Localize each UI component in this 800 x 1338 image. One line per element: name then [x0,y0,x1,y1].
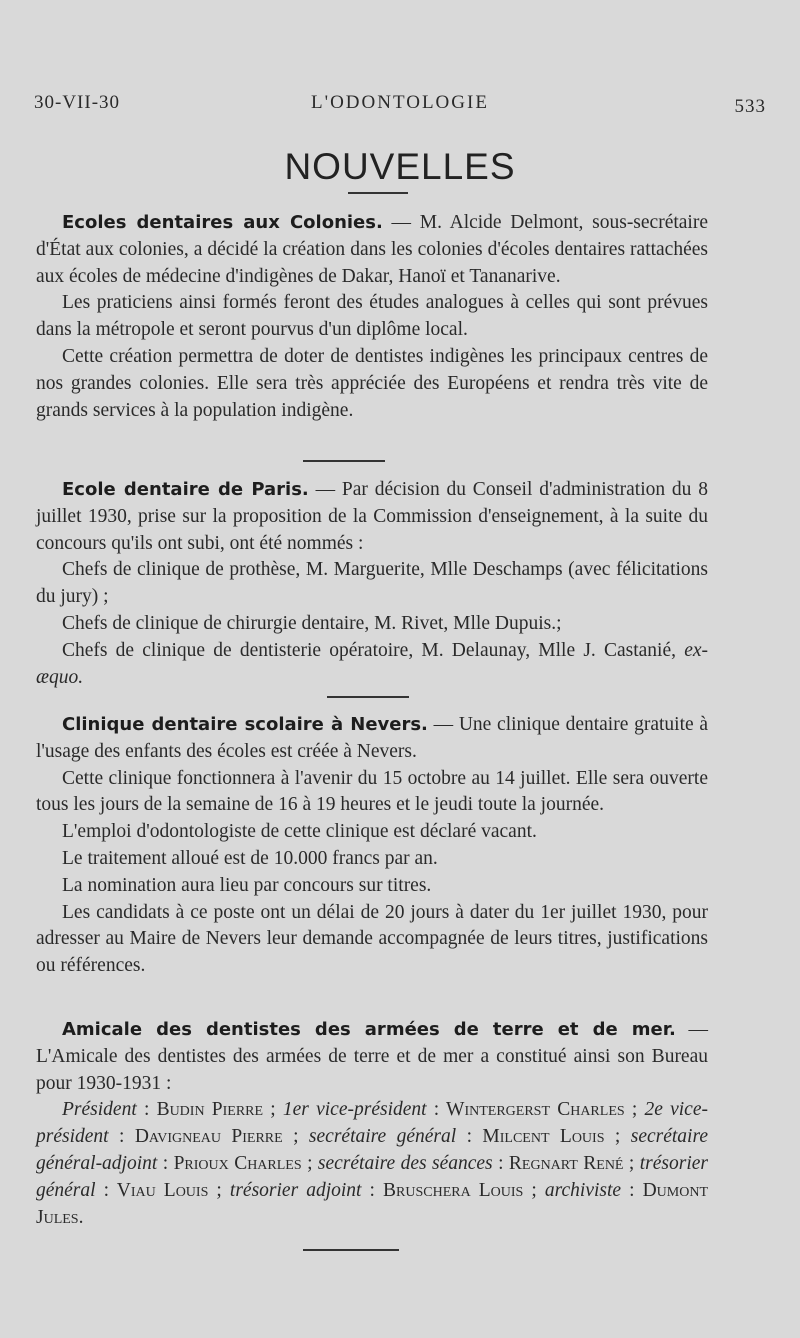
member-name: : Davigneau Pierre ; [108,1126,309,1148]
section-lead [36,712,708,766]
section-heading: Ecoles dentaires aux Colonies. [62,212,383,233]
role-label: secrétaire des séances [317,1152,493,1174]
member-name: : Wintergerst Charles ; [426,1099,645,1121]
member-name: : Dumont Jules. [36,1179,708,1228]
role-label: trésorier adjoint [229,1179,362,1201]
member-name: : Bruschera Louis ; [361,1179,545,1201]
section-clinique-nevers [36,712,708,980]
journal-title: L'ODONTOLOGIE [311,92,489,113]
section-lead [36,210,708,290]
section-lead [36,477,708,557]
page-number: 533 [734,96,766,117]
role-label: 2e vice-président [36,1099,708,1148]
paragraph [36,638,708,692]
section-lead-text: — L'Amicale des dentistes des armées de terre et de mer a constitué ainsi son Bureau pour 1930-1931 : [36,1019,709,1094]
section-heading: Amicale des dentistes des armées de terre et de mer. [62,1019,676,1040]
section-rule [303,460,385,462]
member-name: : Prioux Charles ; [157,1152,318,1174]
paragraph: Chefs de clinique de chirurgie dentaire, M. Rivet, Mlle Dupuis.; [62,612,562,634]
paragraph-italic: ex-æquo. [36,639,708,688]
running-header [34,92,766,122]
paragraph: L'emploi d'odontologiste de cette clinique est déclaré vacant. [62,821,537,843]
paragraph: Le traitement alloué est de 10.000 francs par an. [62,847,438,869]
member-name: : Viau Louis ; [95,1179,230,1201]
section-lead-text: — Une clinique dentaire gratuite à l'usage des enfants des écoles est créée à Nevers. [36,714,709,762]
role-label: Président [62,1099,137,1121]
paragraph: Chefs de clinique de prothèse, M. Marguerite, Mlle Deschamps (avec félicitations du jury) ; [36,559,708,608]
section-rule [327,696,409,698]
paragraph: Les praticiens ainsi formés feront des études analogues à celles qui sont prévues dans la métropole et seront pourvus d'un diplôme local. [36,292,708,341]
issue-date: 30-VII-30 [34,92,121,113]
section-heading: Ecole dentaire de Paris. [62,479,309,500]
section-heading: Clinique dentaire scolaire à Nevers. [62,714,428,735]
paragraph: Cette clinique fonctionnera à l'avenir du 15 octobre au 14 juillet. Elle sera ouverte tous les jours de la semaine de 16 à 19 heures et le jeudi toute la journée. [36,767,708,816]
bureau-list [36,1097,708,1231]
paragraph: Les candidats à ce poste ont un délai de 20 jours à dater du 1er juillet 1930, pour adresser au Maire de Nevers leur demande accompagnée de leurs titres, justifications ou références. [36,901,708,977]
paragraph-text: Chefs de clinique de dentisterie opératoire, M. Delaunay, Mlle J. Castanié, [62,639,685,661]
member-name: : Budin Pierre ; [136,1099,283,1121]
role-label: secrétaire général-adjoint [36,1126,708,1174]
section-lead-text: — Par décision du Conseil d'administration du 8 juillet 1930, prise sur la proposition de la Commission d'enseignement, à la suite du concours qu'ils ont subi, ont été nommés : [36,479,708,554]
role-label: 1er vice-président [282,1099,427,1121]
role-label: archiviste [544,1179,622,1201]
member-name: : Milcent Louis ; [456,1126,631,1148]
section-ecole-paris [36,477,708,691]
paragraph: Cette création permettra de doter de dentistes indigènes les principaux centres de nos grandes colonies. Elle sera très appréciée des Européens et rendra très vite de grands services à la population indigène. [36,345,708,421]
paragraph: La nomination aura lieu par concours sur titres. [62,874,432,896]
section-lead [36,1017,708,1097]
section-lead-text: — M. Alcide Delmont, sous-secrétaire d'État aux colonies, a décidé la création dans les colonies d'écoles dentaires rattachées aux écoles de médecine d'indigènes de Dakar, Hanoï et Tananarive. [36,212,708,287]
closing-rule [303,1249,399,1251]
role-label: trésorier général [36,1152,708,1201]
section-ecoles-colonies [36,210,708,424]
page-title: NOUVELLES [284,146,516,187]
title-rule [348,192,408,194]
member-name: : Regnart René ; [492,1152,640,1174]
section-amicale-dentistes [36,1017,708,1231]
role-label: secrétaire général [308,1126,457,1148]
